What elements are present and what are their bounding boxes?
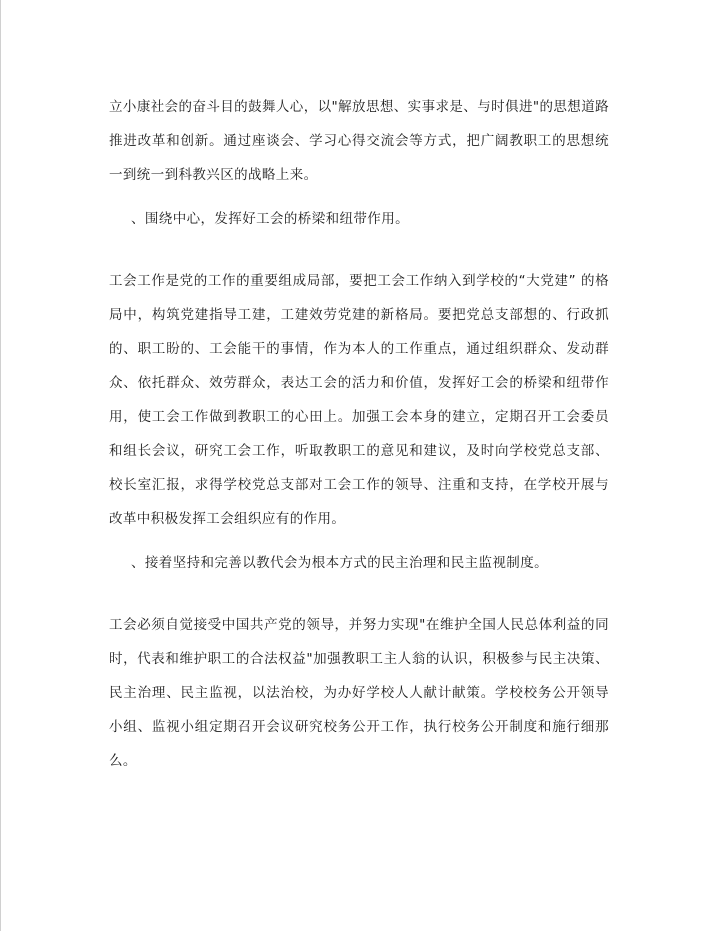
paragraph-union-leadership: 工会必须自觉接受中国共产党的领导，并努力实现"在维护全国人民总体利益的同时，代表和维护职工的合法权益"加强教职工主人翁的认识，积极参与民主决策、民主治理、民主监视，以法治校，为办好学校人人献计献策。学校校务公开领导小组、监视小组定期召开会议研究校务公开工作，执行校务公开制度和施行细那么。 [109, 617, 609, 769]
spacer [109, 236, 609, 264]
paragraph-union-work: 工会工作是党的工作的重要组成局部，要把工会工作纳入到学校的“大党建” 的格局中，构筑党建指导工建，工建效劳党建的新格局。要把党总支部想的、行政抓的、职工盼的、工会能干的事情，作为本人的工作重点，通过组织群众、发动群众、依托群众、效劳群众，表达工会的活力和价值，发挥好工会的桥梁和纽带作用，使工会工作做到教职工的心田上。加强工会本身的建立，定期召开工会委员和组长会议，研究工会工作，听取教职工的意见和建议，及时向学校党总支部、校长室汇报，求得学校党总支部对工会工作的领导、注重和支持，在学校开展与改革中积极发挥工会组织应有的作用。 [109, 273, 609, 527]
spacer [109, 580, 609, 608]
paragraph-intro: 立小康社会的奋斗目的鼓舞人心，以"解放思想、实事求是、与时俱进"的思想道路推进改革和创新。通过座谈会、学习心得交流会等方式，把广阔教职工的思想统一到统一到科教兴区的战略上来。 [109, 99, 609, 183]
document-body [109, 90, 609, 778]
spacer [109, 536, 609, 546]
section-heading-bridge: 、围绕中心，发挥好工会的桥梁和纽带作用。 [131, 211, 409, 227]
section-heading-democracy: 、接着坚持和完善以教代会为根本方式的民主治理和民主监视制度。 [131, 555, 548, 571]
spacer [109, 192, 609, 202]
